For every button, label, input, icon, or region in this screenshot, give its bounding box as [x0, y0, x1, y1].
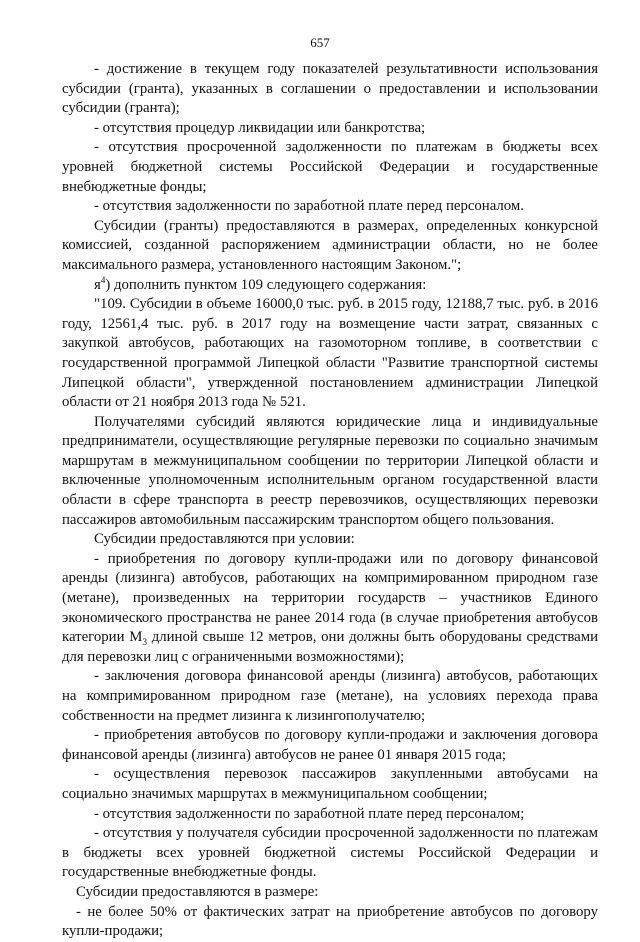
- text-part: - приобретения по договору купли-продажи или по договору финансовой аренды (лизинга) автобусов, работающих на компримированном природном газе (метане), произведенных на территории государств – участников Единого экономического пространства не ранее 2014 года (в случае приобретения автобусов категории М: [62, 550, 598, 646]
- paragraph: Получателями субсидий являются юридические лица и индивидуальные предприниматели, осуществляющие регулярные перевозки по социально значимым маршрутам в межмуниципальном сообщении по территории Липецкой области и включенные уполномоченным исполнительным органом государственной власти области в сфере транспорта в реестр перевозчиков, осуществляющих перевозки пассажиров автомобильным пассажирским транспортом общего пользования.: [62, 413, 598, 528]
- paragraph: - отсутствия задолженности по заработной плате перед персоналом;: [94, 805, 525, 822]
- paragraph: - не более 50% от фактических затрат на приобретение автобусов по договору купли-продажи;: [62, 903, 598, 940]
- paragraph: Субсидии предоставляются при условии:: [94, 531, 355, 548]
- paragraph: - отсутствия процедур ликвидации или банкротства;: [94, 119, 426, 136]
- paragraph: Субсидии (гранты) предоставляются в размерах, определенных конкурсной комиссией, созданной распоряжением администрации области, но не более максимального размера, установленного настоящим Законом.";: [62, 217, 598, 273]
- paragraph: "109. Субсидии в объеме 16000,0 тыс. руб. в 2015 году, 12188,7 тыс. руб. в 2016 году, 12561,4 тыс. руб. в 2017 году на возмещение части затрат, связанных с закупкой автобусов, работающих на газомоторном топливе, в соответствии с государственной программой Липецкой области "Развитие транспортной системы Липецкой области", утвержденной постановлением администрации Липецкой области от 21 ноября 2013 года № 521.: [62, 296, 598, 411]
- paragraph: - приобретения автобусов по договору купли-продажи и заключения договора финансовой аренды (лизинга) автобусов не ранее 01 января 2015 года;: [62, 727, 598, 763]
- text-part: длиной свыше 12 метров, они должны быть оборудованы средствами для перевозки лиц с ограниченными возможностями);: [62, 629, 599, 665]
- paragraph: - отсутствия у получателя субсидии просроченной задолженности по платежам в бюджеты всех уровней бюджетной системы Российской Федерации и государственные внебюджетные фонды.: [62, 825, 598, 881]
- paragraph: - отсутствия задолженности по заработной плате перед персоналом.: [94, 198, 524, 215]
- page-number: 657: [310, 35, 330, 50]
- item-superscript: 4: [100, 274, 106, 285]
- paragraph-amendment-item: [62, 276, 598, 296]
- paragraph: - осуществления перевозок пассажиров закупленными автобусами на социально значимых маршрутах в межмуниципальном сообщении;: [62, 766, 598, 802]
- paragraph: - заключения договора финансовой аренды (лизинга) автобусов, работающих на компримированном природном газе (метане), на условиях перехода права собственности на предмет лизинга к лизингополучателю;: [62, 668, 598, 724]
- document-body: [62, 60, 598, 942]
- item-letter: я: [94, 276, 101, 293]
- paragraph: - достижение в текущем году показателей результативности использования субсидии (гранта), указанных в соглашении о предоставлении и использовании субсидии (гранта);: [62, 61, 598, 117]
- paragraph-with-subscript: [62, 550, 598, 668]
- item-text: ) дополнить пунктом 109 следующего содержания:: [105, 276, 427, 293]
- category-subscript: 3: [142, 637, 147, 648]
- paragraph: Субсидии предоставляются в размере:: [76, 883, 319, 900]
- paragraph: - отсутствия просроченной задолженности по платежам в бюджеты всех уровней бюджетной системы Российской Федерации и государственные внебюджетные фонды;: [62, 139, 598, 195]
